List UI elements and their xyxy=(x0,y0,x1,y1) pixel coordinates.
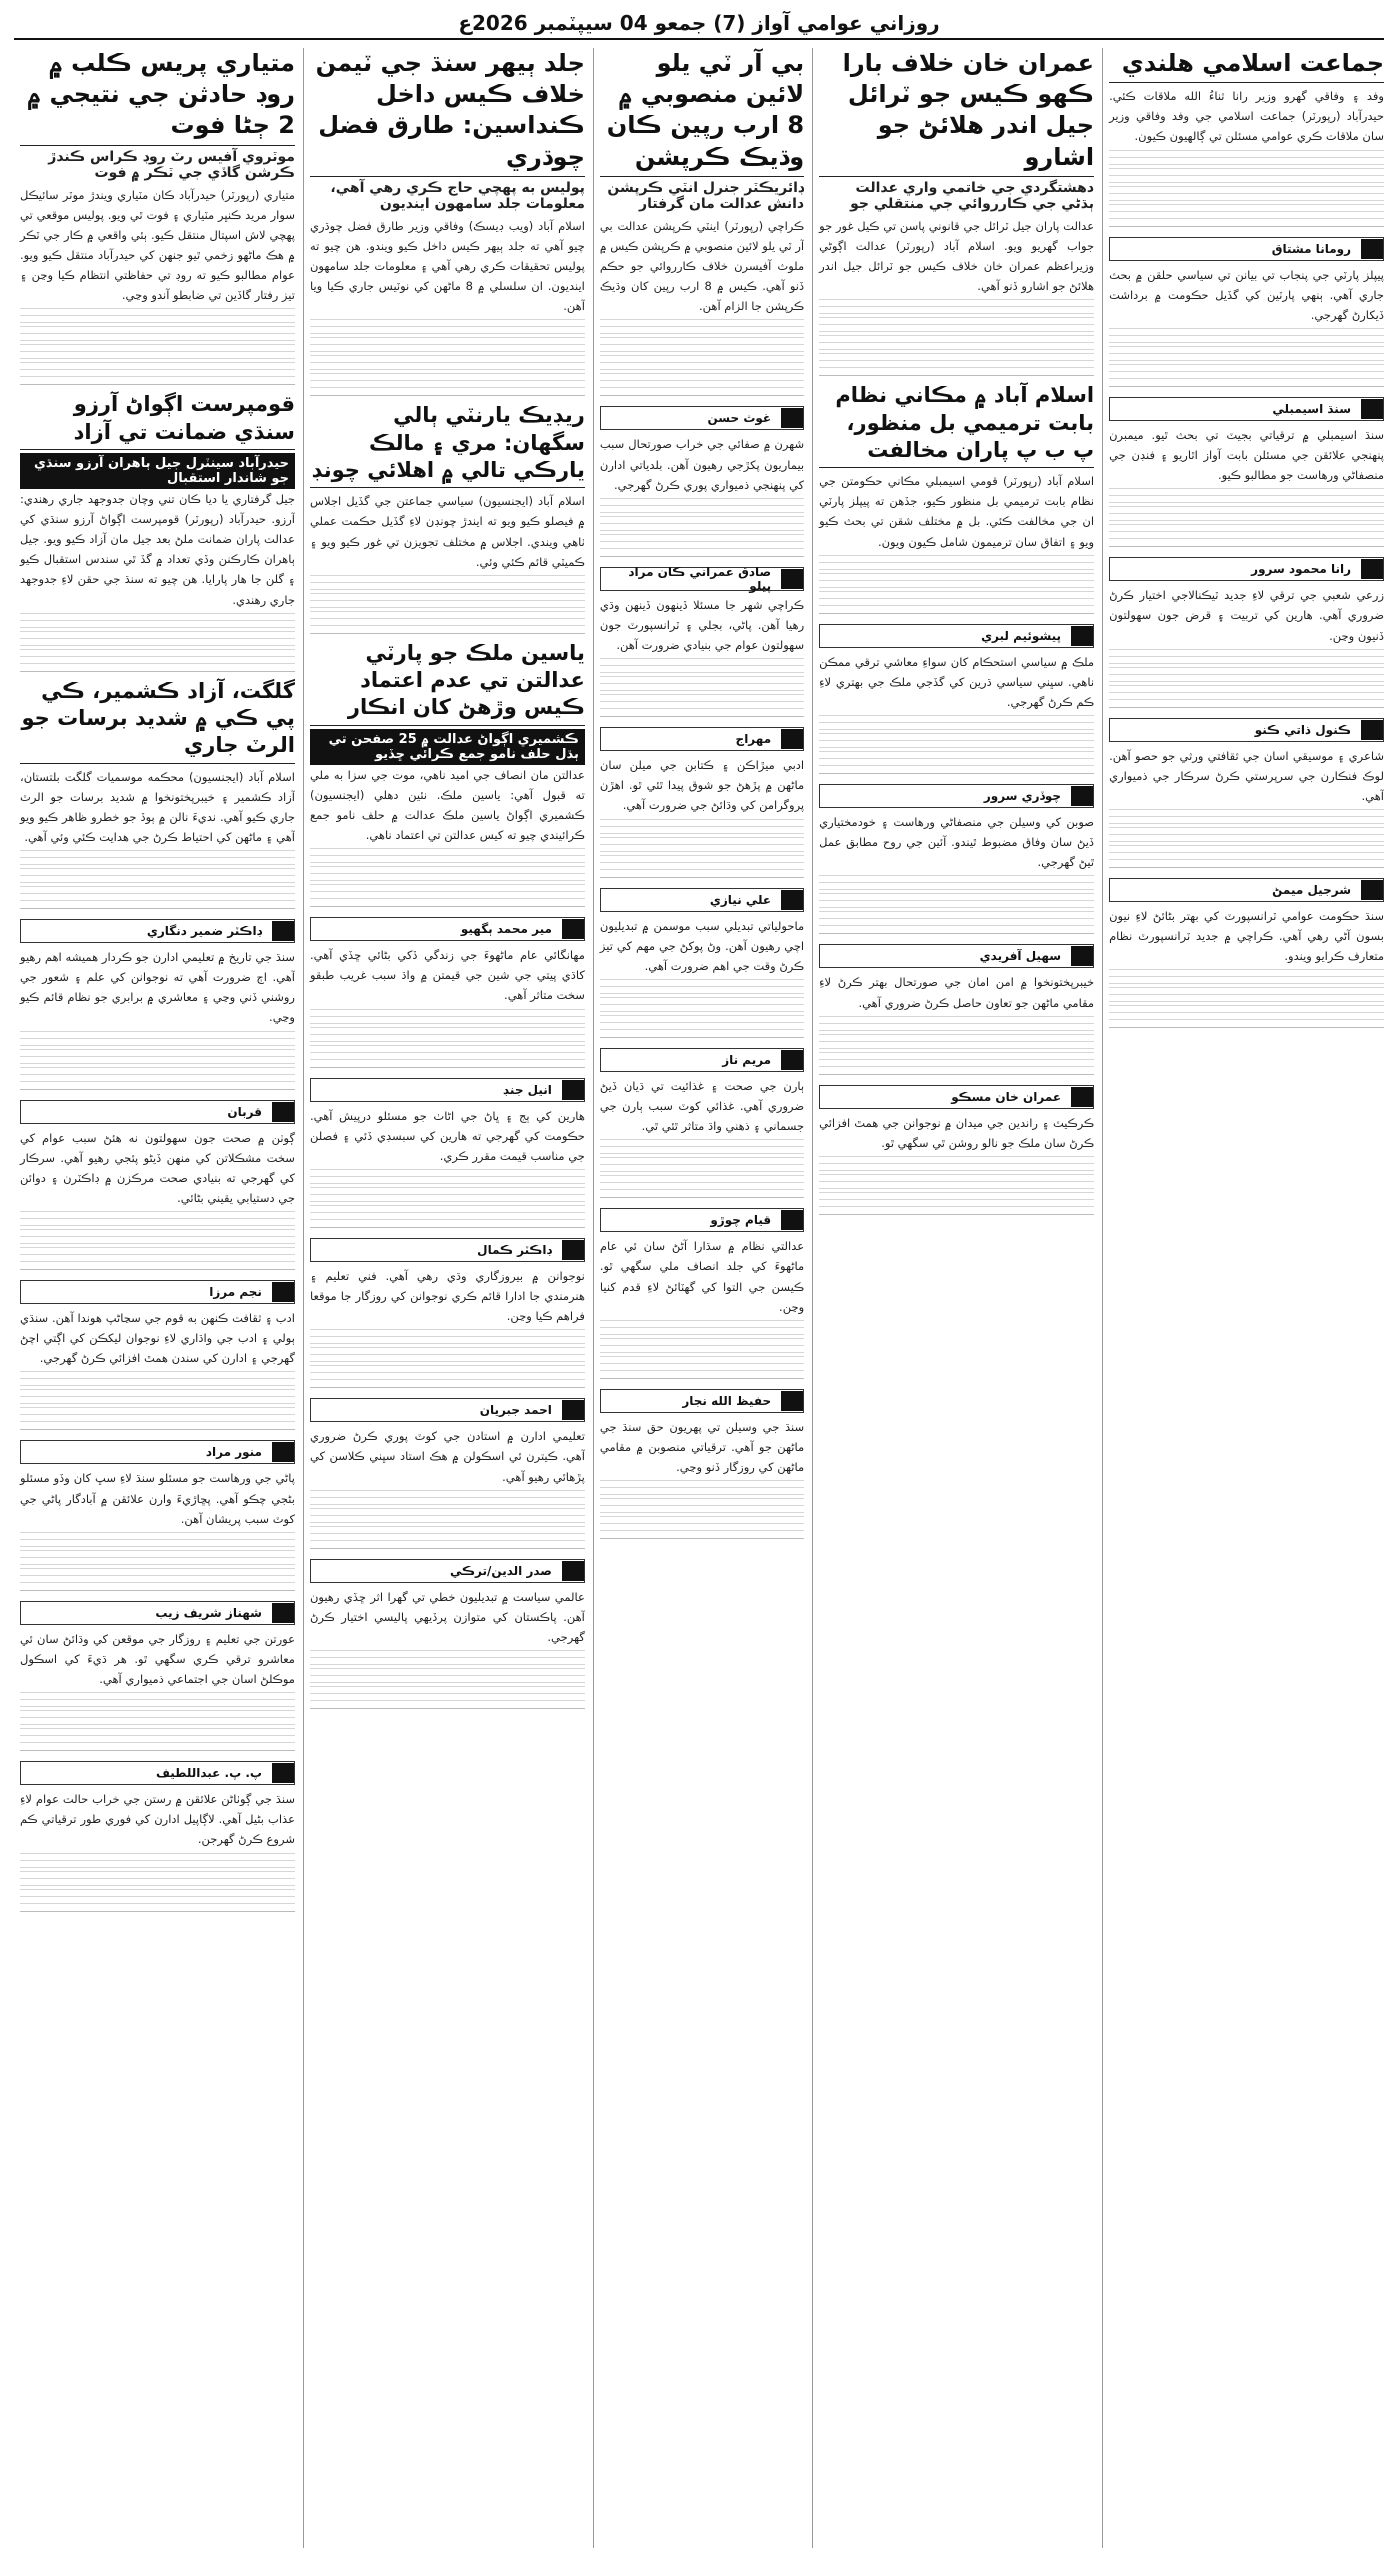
author-photo xyxy=(562,919,584,939)
text-block xyxy=(1109,685,1384,700)
text-block xyxy=(600,1157,804,1172)
byline-box xyxy=(600,1389,804,1413)
text-block xyxy=(310,1169,585,1184)
author-photo xyxy=(1361,399,1383,419)
author-photo xyxy=(781,408,803,428)
article-body: زرعي شعبي جي ترقي لاءِ جديد ٽيڪنالاجي اختيار ڪرڻ ضروري آهي. هارين کي تربيت ۽ قرض جون سهولتون ڏنيون وڃن. xyxy=(1109,588,1384,643)
article-body: ادبي ميڙاڪن ۽ ڪتابن جي ميلن سان ماڻهن ۾ پڙهڻ جو شوق پيدا ٿئي ٿو. اهڙن پروگرامن کي وڌائڻ جي ضرورت آهي. xyxy=(599,758,805,813)
text-block xyxy=(819,1174,1094,1189)
author-name: پيشوئيم لبري xyxy=(981,628,1062,643)
text-block xyxy=(819,1156,1094,1171)
text-block xyxy=(310,1668,585,1683)
article-headline: جلد ٻيهر سنڌ جي ٽيمن خلاف ڪيس داخل ڪنداسين: طارق فضل چوڌري xyxy=(310,48,585,177)
text-block xyxy=(1109,150,1384,165)
author-name: نجم مرزا xyxy=(209,1285,262,1300)
article xyxy=(1109,48,1384,227)
text-block xyxy=(20,326,295,341)
text-block xyxy=(310,575,585,590)
article xyxy=(20,1096,295,1271)
byline-box xyxy=(1109,557,1384,581)
article-subhead: ڊائريڪٽر جنرل انٽي ڪرپشن دانش عدالت مان گرفتار xyxy=(607,179,805,212)
text-block xyxy=(1109,845,1384,860)
author-photo xyxy=(272,921,294,941)
byline-box xyxy=(310,917,585,941)
article-body: اسلام آباد (ايجنسيون) محڪمه موسميات گلگت بلتستان، آزاد ڪشمير ۽ خيبرپختونخوا ۾ شديد برسات جو الرٽ جاري ڪيو آهي. نديءَ نالن ۾ ٻوڏ جو خطرو ظاهر ڪيو ويو آهي ۽ ماڻهن کي احتياط ڪرڻ جي هدايت ڪئي وئي آهي. xyxy=(20,769,295,844)
article-body: ماحولياتي تبديلي سبب موسمن ۾ تبديليون اچي رهيون آهن. وڻ پوکڻ جي مهم کي تيز ڪرڻ وقت جي اهم ضرورت آهي. xyxy=(599,918,805,973)
text-block xyxy=(310,1686,585,1701)
author-photo xyxy=(272,1102,294,1122)
author-photo xyxy=(781,1210,803,1230)
author-photo xyxy=(781,1391,803,1411)
text-block xyxy=(600,373,804,388)
byline-box xyxy=(1109,397,1384,421)
text-block xyxy=(310,1526,585,1541)
text-block xyxy=(600,1516,804,1531)
article-subhead: پوليس به پهچي حاج ڪري رهي آهي، معلومات جلد سامهون اينديون xyxy=(330,179,585,212)
article-body: اسلام آباد (ويب ڊيسڪ) وفاقي وزير طارق فضل چوڌري چيو آهي ته جلد ٻيهر ڪيس داخل ڪيو ويندو. هن چيو ته پوليس تحقيقات ڪري رهي آهي ۽ معلومات جلد سامهون اينديون. ان سلسلي ۾ 8 ماڻهن کي نوٽيس جاري ڪيا ويا آهن. xyxy=(309,218,585,314)
text-block xyxy=(20,344,295,359)
article-kicker: حيدرآباد سينٽرل جيل ٻاهران آرزو سنڌي جو شاندار استقبال xyxy=(20,453,295,489)
text-block xyxy=(819,911,1094,926)
author-name: ڪنول ذاتي ڪنو xyxy=(1254,722,1351,737)
article xyxy=(1109,874,1384,1028)
text-block xyxy=(20,1710,295,1725)
author-photo xyxy=(1071,786,1093,806)
article-body: جيل گرفتاري يا ديا ڪان تني وچان جدوجهد جاري رهندي: آرزو. حيدرآباد (رپورٽر) قومپرست اڳواڻ آرزو سنڌي کي عدالت پاران ضمانت ملڻ بعد جيل مان آزاد ڪيو ويو. جيل ٻاهران ڪارڪنن وڏي تعداد ۾ گڏ ٿي سندس استقبال ڪيو ۽ گلن جا هار پارايا. هن چيو ته سنڌ جي حقن لاءِ جدوجهد جاري رهندي. xyxy=(20,491,295,607)
text-block xyxy=(819,555,1094,570)
text-block xyxy=(20,1550,295,1565)
text-block xyxy=(600,997,804,1012)
text-block xyxy=(20,1247,295,1262)
author-name: منور مراد xyxy=(205,1445,262,1460)
text-block xyxy=(1109,186,1384,201)
text-block xyxy=(20,1407,295,1422)
article-body: ملڪ ۾ سياسي استحڪام کان سواءِ معاشي ترقي ممڪن ناهي. سڀني سياسي ڌرين کي گڏجي ملڪ جي بهتري لاءِ ڪم ڪرڻ گهرجي. xyxy=(819,654,1095,709)
text-block xyxy=(310,355,585,370)
text-block xyxy=(600,1356,804,1371)
author-photo xyxy=(272,1763,294,1783)
text-block xyxy=(819,1052,1094,1067)
article xyxy=(310,640,585,907)
article-body: عورتن جي تعليم ۽ روزگار جي موقعن کي وڌائڻ سان ئي معاشرو ترقي ڪري سگهي ٿو. هر ڌيءَ کي اسڪول موڪلڻ اسان جي اجتماعي ذميواري آهي. xyxy=(20,1631,295,1687)
article xyxy=(20,1276,295,1430)
author-photo xyxy=(1071,946,1093,966)
author-photo xyxy=(1361,559,1383,579)
text-block xyxy=(310,1329,585,1344)
text-block xyxy=(1109,969,1384,984)
text-block xyxy=(20,1067,295,1082)
author-photo xyxy=(1361,880,1383,900)
byline-box xyxy=(819,624,1094,648)
article-body: پيپلز پارٽي جي پنجاب تي بيانن تي سياسي حلقن ۾ بحث جاري آهي. ٻنهي پارٽين کي گڏيل حڪومت ۾ برداشت ڏيکارڻ گهرجي. xyxy=(1109,267,1384,322)
byline-box xyxy=(310,1238,585,1262)
article-body: سنڌ جي ڳوٺاڻن علائقن ۾ رستن جي خراب حالت عوام لاءِ عذاب بڻيل آهي. لاڳاپيل ادارن کي فوري طور ترقياتي ڪم شروع ڪرڻ گهرجن. xyxy=(20,1792,295,1847)
text-block xyxy=(819,1016,1094,1031)
author-name: صادق عمراني ڪان مراد پيلو xyxy=(628,564,772,593)
text-block xyxy=(20,1211,295,1226)
text-block xyxy=(20,1692,295,1707)
text-block xyxy=(20,649,295,664)
article xyxy=(20,1436,295,1590)
text-block xyxy=(20,1532,295,1547)
text-block xyxy=(600,855,804,870)
article-body: عالمي سياست ۾ تبديليون خطي تي گهرا اثر ڇڏي رهيون آهن. پاڪستان کي متوازن پرڏيهي پاليسي اختيار ڪرڻ گهرجي. xyxy=(309,1589,585,1644)
article-body: عدالت پاران جيل ٽرائل جي قانوني پاسن تي ڪيل غور جو جواب گهريو ويو. اسلام آباد (رپورٽر) عدالت اڳوڻي وزيراعظم عمران خان خلاف ڪيس جو ٽرائل جيل اندر هلائڻ جو اشارو ڏنو آهي. xyxy=(819,218,1095,294)
author-name: مهراج xyxy=(735,732,772,747)
article-body: شاعري ۽ موسيقي اسان جي ثقافتي ورثي جو حصو آهن. لوڪ فنڪارن جي سرپرستي ڪرڻ سرڪار جي ذميواري آهي. xyxy=(1109,748,1384,803)
column-5 xyxy=(14,48,295,2548)
text-block xyxy=(310,319,585,334)
text-block xyxy=(20,1728,295,1743)
text-block xyxy=(310,1508,585,1523)
text-block xyxy=(600,355,804,370)
byline-box xyxy=(1109,237,1384,261)
article-headline: اسلام آباد ۾ مڪاني نظام بابت ترميمي بل منظور، پ ب پ پاران مخالفت xyxy=(819,382,1094,468)
column-3 xyxy=(593,48,804,2548)
column-4 xyxy=(303,48,585,2548)
text-block xyxy=(819,1034,1094,1049)
text-block xyxy=(20,868,295,883)
column-2 xyxy=(812,48,1094,2548)
text-block xyxy=(310,884,585,899)
article xyxy=(819,1081,1094,1215)
text-block xyxy=(310,848,585,863)
byline-box xyxy=(600,727,804,751)
article-body: اسلام آباد (ايجنسيون) سياسي جماعتن جي گڏيل اجلاس ۾ فيصلو ڪيو ويو ته ايندڙ چونڊن لاءِ گڏيل حڪمت عملي ٺاهي ويندي. اجلاس ۾ مختلف تجويزن تي غور ڪيو ويو ۽ ڪميٽي قائم ڪئي وئي. xyxy=(309,494,585,569)
text-block xyxy=(600,498,804,513)
text-block xyxy=(600,819,804,834)
article-body: خيبرپختونخوا ۾ امن امان جي صورتحال بهتر ڪرڻ لاءِ مقامي ماڻهن جو تعاون حاصل ڪرڻ ضروري آهي. xyxy=(819,975,1095,1010)
article xyxy=(819,780,1094,934)
text-block xyxy=(20,1049,295,1064)
author-photo xyxy=(781,569,803,589)
text-block xyxy=(20,850,295,865)
text-block xyxy=(819,875,1094,890)
article xyxy=(1109,393,1384,547)
article xyxy=(600,1385,804,1539)
article-body: ڪراچي شهر جا مسئلا ڏينهون ڏينهن وڌي رهيا آهن. پاڻي، بجلي ۽ ٽرانسپورٽ جون سهولتون عوام جي بنيادي ضرورت آهن. xyxy=(599,597,805,652)
article xyxy=(20,1757,295,1911)
text-block xyxy=(20,308,295,323)
author-photo xyxy=(562,1080,584,1100)
article xyxy=(819,48,1094,376)
text-block xyxy=(819,299,1094,314)
text-block xyxy=(600,658,804,673)
author-photo xyxy=(562,1240,584,1260)
text-block xyxy=(600,979,804,994)
article xyxy=(310,913,585,1067)
author-name: سنڌ اسيمبلي xyxy=(1272,401,1351,416)
author-photo xyxy=(562,1400,584,1420)
article-body: تعليمي ادارن ۾ استادن جي کوٽ پوري ڪرڻ ضروري آهي. ڪيترن ئي اسڪولن ۾ هڪ استاد سڀني ڪلاسن کي پڙهائي رهيو آهي. xyxy=(309,1429,585,1484)
article-body: سنڌ جي تاريخ ۾ تعليمي ادارن جو ڪردار هميشه اهم رهيو آهي. اڄ ضرورت آهي ته نوجوانن کي علم ۽ شعور جي روشني ڏني وڃي ۽ معاشري ۾ برابري جو نظام قائم ڪيو وڃي. xyxy=(20,950,295,1025)
article-body: مهانگائي عام ماڻهوءَ جي زندگي ڏکي بڻائي ڇڏي آهي. کاڌي پيتي جي شين جي قيمتن ۾ واڌ سبب غريب طبقو سخت متاثر آهي. xyxy=(309,948,585,1003)
article-headline: ياسين ملڪ جو پارٽي عدالتن تي عدم اعتماد ڪيس وڙهڻ کان انڪار xyxy=(310,640,585,726)
author-name: ڊاڪٽر ضمير دنگاري xyxy=(146,924,262,939)
text-block xyxy=(20,1229,295,1244)
byline-box xyxy=(819,944,1094,968)
article xyxy=(20,1597,295,1751)
text-block xyxy=(20,1871,295,1886)
article xyxy=(600,402,804,556)
article xyxy=(1109,233,1384,387)
author-photo xyxy=(562,1561,584,1581)
byline-box xyxy=(20,1440,295,1464)
author-photo xyxy=(1361,239,1383,259)
text-block xyxy=(310,337,585,352)
author-name: شرجيل ميمڻ xyxy=(1272,883,1351,898)
text-block xyxy=(310,1045,585,1060)
column-1 xyxy=(1102,48,1384,2548)
byline-box xyxy=(20,1601,295,1625)
author-photo xyxy=(1071,1087,1093,1107)
text-block xyxy=(20,631,295,646)
article-subhead: دهشتگردي جي خاتمي واري عدالت ٻڌڻي جي ڪارروائي جي منتقلي جو xyxy=(850,179,1095,212)
author-name: شهناز شريف زيب xyxy=(155,1605,262,1620)
article-headline: قومپرست اڳواڻ آرزو سنڌي ضمانت تي آزاد xyxy=(20,391,295,450)
text-block xyxy=(310,1187,585,1202)
article xyxy=(819,382,1094,613)
text-block xyxy=(310,1490,585,1505)
text-block xyxy=(1109,809,1384,824)
article-body: ڳوٺن ۾ صحت جون سهولتون نه هئڻ سبب عوام کي سخت مشڪلاتن کي منهن ڏيڻو پئجي رهيو آهي. سرڪار کي گهرجي ته بنيادي صحت مرڪزن ۾ ڊاڪٽرن ۽ دوائن جي دستيابي يقيني بڻائي. xyxy=(20,1130,295,1205)
article-headline: ريڊيڪ يارنٽي ٻالي سگهان: مري ۽ مالڪ يارڪي تالي ۾ اهلائي چونڊ xyxy=(310,402,585,488)
author-photo xyxy=(1361,720,1383,740)
article xyxy=(310,1234,585,1388)
text-block xyxy=(310,611,585,626)
text-block xyxy=(310,1365,585,1380)
byline-box xyxy=(600,406,804,430)
text-block xyxy=(20,613,295,628)
text-block xyxy=(819,893,1094,908)
byline-box xyxy=(20,1761,295,1785)
article-body: ادب ۽ ثقافت ڪنهن به قوم جي سڃاڻپ هوندا آهن. سنڌي ٻولي ۽ ادب جي واڌاري لاءِ نوجوان ليکڪن کي اڳتي اچڻ گهرجي ۽ ادارن کي سندن همٿ افزائي ڪرڻ گهرجي. xyxy=(20,1311,295,1366)
author-name: مير محمد ٻگهيو xyxy=(460,922,552,937)
article xyxy=(310,1394,585,1548)
text-block xyxy=(819,573,1094,588)
text-block xyxy=(1109,987,1384,1002)
text-block xyxy=(600,516,804,531)
article xyxy=(600,884,804,1038)
article xyxy=(20,915,295,1090)
text-block xyxy=(1109,168,1384,183)
text-block xyxy=(600,1480,804,1495)
article xyxy=(310,1074,585,1228)
author-name: احمد جبريان xyxy=(479,1403,552,1418)
article xyxy=(1109,553,1384,707)
article-headline: گلگت، آزاد ڪشمير، ڪي پي ڪي ۾ شديد برسات جو الرٽ جاري xyxy=(20,678,295,764)
text-block xyxy=(1109,364,1384,379)
text-block xyxy=(600,1338,804,1353)
author-name: حفيظ الله نجار xyxy=(682,1393,772,1408)
text-block xyxy=(600,1175,804,1190)
text-block xyxy=(600,1015,804,1030)
text-block xyxy=(600,1320,804,1335)
author-photo xyxy=(272,1282,294,1302)
text-block xyxy=(600,1139,804,1154)
article-body: هارين کي ٻج ۽ ڀاڻ جي اڻاٺ جو مسئلو درپيش آهي. حڪومت کي گهرجي ته هارين کي سبسڊي ڏئي ۽ فصلن جي مناسب قيمت مقرر ڪري. xyxy=(309,1108,585,1163)
byline-box xyxy=(310,1078,585,1102)
text-block xyxy=(1109,667,1384,682)
article xyxy=(600,1204,804,1379)
byline-box xyxy=(600,1048,804,1072)
author-name: چوڏري سرور xyxy=(983,789,1062,804)
byline-box xyxy=(1109,718,1384,742)
article-body: عدالتن مان انصاف جي اميد ناهي، موت جي سزا به ملي ته قبول آهي: ياسين ملڪ. نئين دهلي (ايجنسيون) ڪشميري اڳواڻ ياسين ملڪ عدالت ۾ حلف نامو جمع ڪرائيندي چيو ته کيس عدالتن تي اعتماد ناهي. xyxy=(309,767,585,843)
article-headline: عمران خان خلاف بارا ڪهو ڪيس جو ٽرائل جيل اندر هلائڻ جو اشارو xyxy=(819,48,1094,177)
article xyxy=(819,940,1094,1074)
article xyxy=(20,678,295,909)
text-block xyxy=(819,715,1094,730)
columns-container xyxy=(14,48,1384,2548)
article xyxy=(310,1555,585,1709)
article-body: ٻارن جي صحت ۽ غذائيت تي ڌيان ڏيڻ ضروري آهي. غذائي کوٽ سبب ٻارن جي جسماني ۽ ذهني واڌ متاثر ٿئي ٿي. xyxy=(599,1078,805,1134)
text-block xyxy=(819,591,1094,606)
author-name: علي نيازي xyxy=(709,892,772,907)
article-body: عدالتي نظام ۾ سڌارا آڻڻ سان ئي عام ماڻهوءَ کي جلد انصاف ملي سگهي ٿو. ڪيسن جي التوا کي گهٽائڻ لاءِ قدم کنيا وڃن. xyxy=(599,1239,805,1314)
author-photo xyxy=(781,1050,803,1070)
text-block xyxy=(819,733,1094,748)
author-name: ڊاڪٽر ڪمال xyxy=(477,1242,552,1257)
byline-box xyxy=(819,1085,1094,1109)
article-kicker: ڪشميري اڳواڻ عدالت ۾ 25 صفحن تي ٻڌل حلف نامو جمع ڪرائي ڇڏيو xyxy=(310,729,585,765)
text-block xyxy=(310,866,585,881)
author-name: صدر الدين/ترڪي xyxy=(450,1563,552,1578)
text-block xyxy=(20,1371,295,1386)
text-block xyxy=(1109,328,1384,343)
article xyxy=(310,402,585,633)
article xyxy=(20,48,295,385)
author-name: مريم ناز xyxy=(722,1052,772,1067)
byline-box xyxy=(310,1559,585,1583)
article xyxy=(1109,714,1384,868)
author-name: سهيل آفريدي xyxy=(979,949,1062,964)
text-block xyxy=(310,373,585,388)
masthead xyxy=(14,8,1384,40)
author-photo xyxy=(272,1442,294,1462)
text-block xyxy=(310,1027,585,1042)
article xyxy=(600,48,804,396)
text-block xyxy=(1109,204,1384,219)
author-name: رانا محمود سرور xyxy=(1251,562,1351,577)
author-photo xyxy=(781,729,803,749)
byline-box xyxy=(600,1208,804,1232)
author-photo xyxy=(272,1603,294,1623)
author-name: عمران خان مسڪو xyxy=(951,1089,1062,1104)
article-body: سنڌ حڪومت عوامي ٽرانسپورٽ کي بهتر بڻائڻ لاءِ نيون بسون آڻي رهي آهي. ڪراچي ۾ جديد ٽرانسپورٽ نظام متعارف ڪرايو ويندو. xyxy=(1109,909,1384,964)
article xyxy=(20,391,295,671)
text-block xyxy=(20,1568,295,1583)
text-block xyxy=(20,886,295,901)
article-body: شهرن ۾ صفائي جي خراب صورتحال سبب بيماريون پکڙجي رهيون آهن. بلدياتي ادارن کي پنهنجي ذميواري پوري ڪرڻ گهرجي. xyxy=(599,437,805,492)
text-block xyxy=(310,1009,585,1024)
byline-box xyxy=(20,919,295,943)
text-block xyxy=(310,1347,585,1362)
text-block xyxy=(1109,649,1384,664)
article-body: صوبن کي وسيلن جي منصفاڻي ورهاست ۽ خودمختياري ڏيڻ سان وفاق مضبوط ٿيندو. آئين جي روح مطابق عمل ٿيڻ گهرجي. xyxy=(819,815,1095,870)
article-headline: جماعت اسلامي هلندي xyxy=(1109,48,1384,83)
article-body: متياري (رپورٽر) حيدرآباد ڪان مٽياري ويندڙ موٽر سائيڪل سوار مريد ڪنڀر مٽياري ۽ فوت ٿي ويو. پوليس موقعي تي پهچي لاش اسپتال منتقل ڪيو. ٻئي واقعي ۾ ڪار جي ٽڪر ۾ هڪ ماڻهو زخمي ٿيو جنهن کي حيدرآباد منتقل ڪيو ويو. عوام مطالبو ڪيو ته روڊ تي حفاظتي انتظام ڪيا وڃن ۽ تيز رفتار گاڏين تي ضابطو آندو وڃي. xyxy=(20,187,295,303)
masthead-title: روزاني عوامي آواز (7) جمعو 04 سيپٽمبر 2026ع xyxy=(458,11,940,35)
text-block xyxy=(20,1389,295,1404)
author-name: قربان xyxy=(227,1104,262,1119)
text-block xyxy=(1109,346,1384,361)
text-block xyxy=(819,335,1094,350)
author-name: رومانا مشتاق xyxy=(1271,241,1351,256)
author-name: قيام چوڙو xyxy=(710,1213,772,1228)
text-block xyxy=(600,1498,804,1513)
text-block xyxy=(819,353,1094,368)
text-block xyxy=(600,319,804,334)
text-block xyxy=(1109,827,1384,842)
text-block xyxy=(20,1889,295,1904)
text-block xyxy=(20,362,295,377)
byline-box xyxy=(1109,878,1384,902)
author-name: پ. پ. عبداللطيف xyxy=(155,1766,262,1781)
author-name: غوث حسن xyxy=(707,411,772,426)
article-body: سنڌ جي وسيلن تي پهريون حق سنڌ جي ماڻهن جو آهي. ترقياتي منصوبن ۾ مقامي ماڻهن کي روزگار ڏنو وڃي. xyxy=(599,1419,805,1474)
text-block xyxy=(310,593,585,608)
article xyxy=(600,1044,804,1198)
text-block xyxy=(600,534,804,549)
text-block xyxy=(310,1205,585,1220)
article-body: اسلام آباد (رپورٽر) قومي اسيمبلي مڪاني حڪومتن جي نظام بابت ترميمي بل منظور ڪيو، جڏهن ته پيپلز پارٽي ان جي مخالفت ڪئي. بل ۾ مختلف شقن تي بحث ڪيو ويو ۽ اتفاق سان ترميمون شامل ڪيون ويون. xyxy=(819,474,1095,549)
article-body: وفد ۽ وفاقي گهرو وزير رانا ثناءُ الله ملاقات ڪئي. حيدرآباد (رپورٽر) جماعت اسلامي جي وفد وفاقي وزير سان ملاقات ڪري عوامي مسئلن تي ڳالهيون ڪيون. xyxy=(1109,89,1384,144)
article-body: نوجوانن ۾ بيروزگاري وڌي رهي آهي. فني تعليم ۽ هنرمندي جا ادارا قائم ڪري نوجوانن کي روزگار جا موقعا فراهم ڪيا وڃن. xyxy=(309,1268,585,1324)
text-block xyxy=(819,751,1094,766)
text-block xyxy=(600,337,804,352)
byline-box xyxy=(20,1100,295,1124)
text-block xyxy=(600,694,804,709)
article xyxy=(600,563,804,717)
text-block xyxy=(1109,506,1384,521)
article xyxy=(819,620,1094,774)
article xyxy=(600,723,804,877)
author-name: انيل جنڊ xyxy=(503,1082,552,1097)
text-block xyxy=(20,1853,295,1868)
text-block xyxy=(600,837,804,852)
text-block xyxy=(819,317,1094,332)
article xyxy=(310,48,585,396)
text-block xyxy=(819,1192,1094,1207)
article-body: ڪراچي (رپورٽر) اينٽي ڪرپشن عدالت بي آر ٽي يلو لائين منصوبي ۾ ڪرپشن ڪيس ۾ ملوث آفيسرن خلاف ڪارروائي جو حڪم ڏنو آهي. ڪيس ۾ 8 ارب رپين کان وڌيڪ ڪرپشن جا الزام آهن. xyxy=(599,218,805,314)
byline-box xyxy=(819,784,1094,808)
text-block xyxy=(310,1650,585,1665)
article-headline: بي آر ٽي يلو لائين منصوبي ۾ 8 ارب رپين ڪان وڌيڪ ڪرپشن xyxy=(600,48,804,177)
text-block xyxy=(20,1031,295,1046)
text-block xyxy=(600,676,804,691)
byline-box xyxy=(20,1280,295,1304)
author-photo xyxy=(781,890,803,910)
byline-box xyxy=(310,1398,585,1422)
byline-box xyxy=(600,564,804,593)
article-headline: متياري پريس ڪلب ۾ روڊ حادثن جي نتيجي ۾ 2 ڄڻا فوت xyxy=(20,48,295,146)
text-block xyxy=(1109,524,1384,539)
text-block xyxy=(1109,1005,1384,1020)
article-body: سنڌ اسيمبلي ۾ ترقياتي بجيٽ تي بحث ٿيو. ميمبرن پنهنجي علائقن جي مسئلن بابت آواز اٿاريو ۽ فنڊن جي منصفاڻي ورهاست جو مطالبو ڪيو. xyxy=(1109,427,1384,483)
article-body: ڪرڪيٽ ۽ راندين جي ميدان ۾ نوجوانن جي همٿ افزائي ڪرڻ سان ملڪ جو نالو روشن ٿي سگهي ٿو. xyxy=(819,1115,1095,1150)
article-subhead: موٽروي آفيس رٽ روڊ ڪراس ڪندڙ ڪرشن گاڏي جي ٽڪر ۾ فوت xyxy=(48,148,295,181)
byline-box xyxy=(600,888,804,912)
article-body: پاڻي جي ورهاست جو مسئلو سنڌ لاءِ سڀ کان وڏو مسئلو بڻجي چڪو آهي. پڇاڙيءَ وارن علائقن ۾ آبادگار پاڻي جي کوٽ سبب پريشان آهن. xyxy=(20,1471,295,1526)
author-photo xyxy=(1071,626,1093,646)
text-block xyxy=(1109,488,1384,503)
